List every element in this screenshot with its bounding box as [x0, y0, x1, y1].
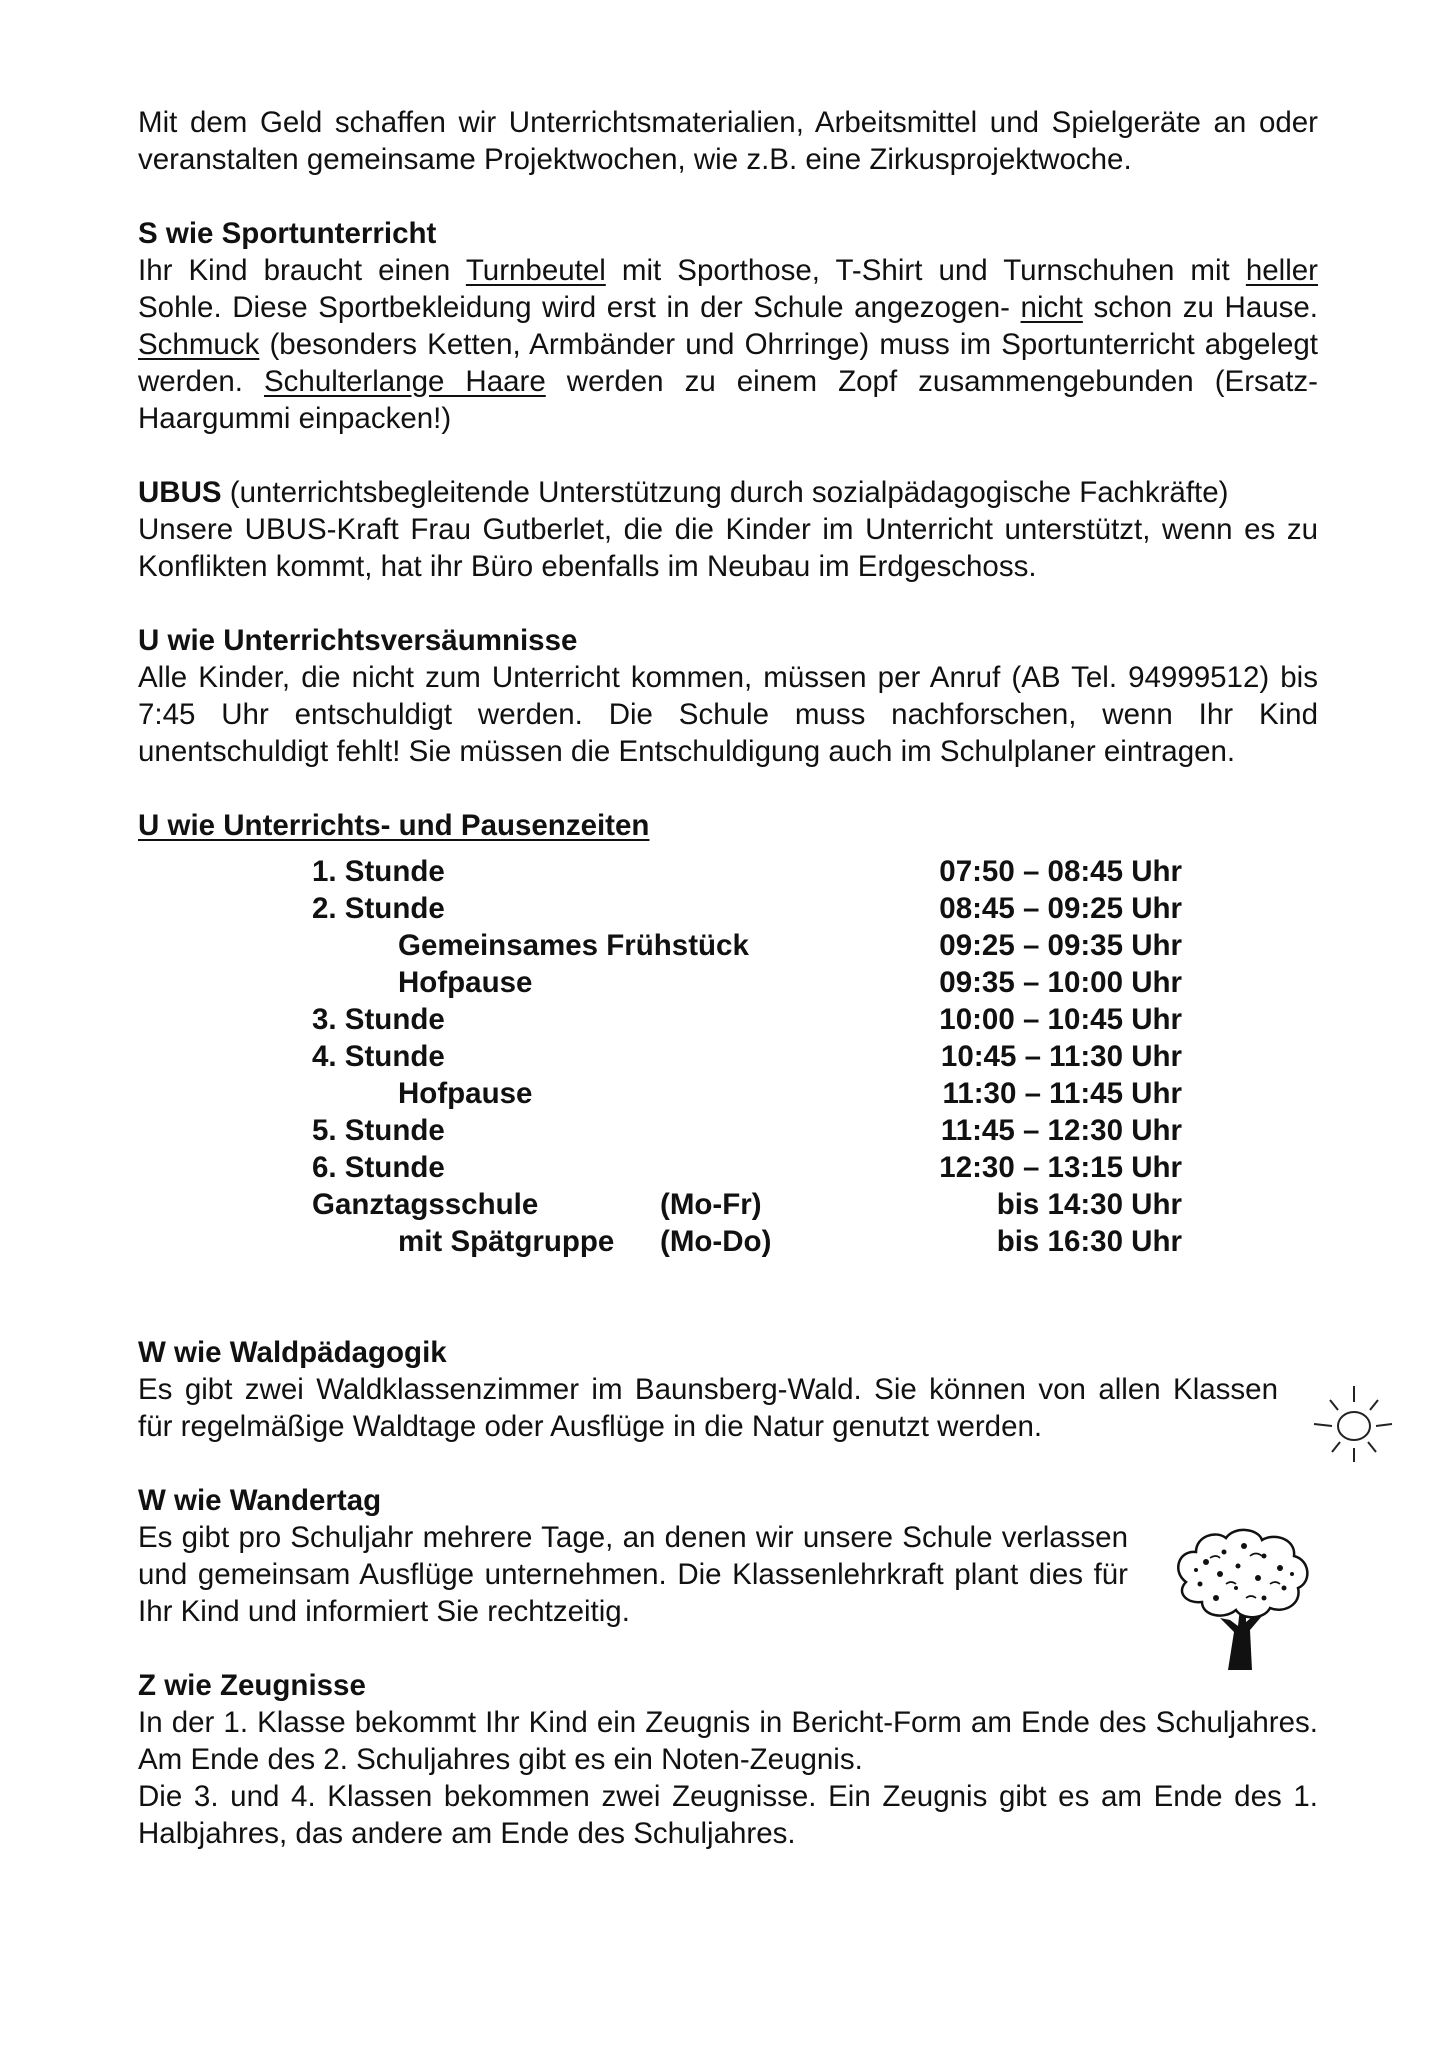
table-row — [312, 1149, 1182, 1186]
row-time: bis 16:30 Uhr — [996, 1225, 1182, 1258]
table-row — [312, 890, 1182, 927]
sport-text: schon zu Hause. — [1082, 291, 1318, 324]
forest-heading: W wie Waldpädagogik — [138, 1336, 447, 1369]
hike-paragraph: Es gibt pro Schuljahr mehrere Tage, an denen wir unsere Schule verlassen und gemeinsam Ausflüge unternehmen. Die Klassenlehrkraft plant dies für Ihr Kind und informiert Sie rechtzeitig. — [138, 1521, 1128, 1628]
row-label: 6. Stunde — [312, 1151, 445, 1184]
table-row — [312, 853, 1182, 890]
forest-paragraph: Es gibt zwei Waldklassenzimmer im Baunsberg-Wald. Sie können von allen Klassen für regelmäßige Waldtage oder Ausflüge in die Natur genutzt werden. — [138, 1373, 1278, 1443]
ubus-heading-line — [138, 474, 1318, 511]
table-row — [312, 927, 1182, 964]
row-label: 2. Stunde — [312, 892, 445, 925]
ubus-paragraph: Unsere UBUS-Kraft Frau Gutberlet, die die Kinder im Unterricht unterstützt, wenn es zu Konflikten kommt, hat ihr Büro ebenfalls im Neubau im Erdgeschoss. — [138, 513, 1318, 583]
table-row — [312, 1223, 1182, 1260]
row-time: 11:30 – 11:45 Uhr — [942, 1077, 1182, 1110]
row-label: Hofpause — [398, 966, 533, 999]
row-days — [660, 1001, 892, 1038]
row-days — [660, 1112, 892, 1149]
tree-icon — [1166, 1522, 1316, 1672]
ubus-heading: UBUS — [138, 476, 222, 509]
sport-text: Sohle. Diese Sportbekleidung wird erst in der Schule angezogen- — [138, 291, 1021, 324]
row-time: 12:30 – 13:15 Uhr — [939, 1151, 1182, 1184]
table-row — [312, 1038, 1182, 1075]
row-days — [660, 1075, 892, 1112]
row-time: 07:50 – 08:45 Uhr — [939, 855, 1182, 888]
row-days — [660, 1038, 892, 1075]
row-days — [660, 964, 892, 1001]
row-label: Ganztagsschule — [312, 1188, 539, 1221]
sport-heading: S wie Sportunterricht — [138, 217, 437, 250]
sport-keyword: nicht — [1020, 291, 1083, 324]
document-page — [138, 104, 1318, 1852]
row-label: Hofpause — [398, 1077, 533, 1110]
sun-icon — [1308, 1382, 1398, 1472]
hike-heading: W wie Wandertag — [138, 1484, 382, 1517]
row-days: (Mo-Fr) — [660, 1188, 762, 1221]
row-time: 11:45 – 12:30 Uhr — [940, 1114, 1182, 1147]
row-label: 4. Stunde — [312, 1040, 445, 1073]
row-label: 3. Stunde — [312, 1003, 445, 1036]
row-days — [660, 1149, 892, 1186]
intro-paragraph: Mit dem Geld schaffen wir Unterrichtsmaterialien, Arbeitsmittel und Spielgeräte an oder veranstalten gemeinsame Projektwochen, wie z.B. eine Zirkusprojektwoche. — [138, 106, 1318, 176]
row-time: 08:45 – 09:25 Uhr — [939, 892, 1182, 925]
sport-keyword: heller — [1245, 254, 1318, 287]
table-row — [312, 964, 1182, 1001]
schedule-table — [312, 853, 1182, 1260]
row-time: 09:25 – 09:35 Uhr — [939, 929, 1182, 962]
sport-keyword: Schulterlange Haare — [263, 365, 546, 398]
reports-paragraph-1: In der 1. Klasse bekommt Ihr Kind ein Zeugnis in Bericht-Form am Ende des Schuljahres. Am Ende des 2. Schuljahres gibt es ein Noten-Zeugnis. — [138, 1706, 1318, 1776]
row-label: 5. Stunde — [312, 1114, 445, 1147]
row-days: (Mo-Do) — [660, 1225, 772, 1258]
sport-keyword: Turnbeutel — [465, 254, 606, 287]
sport-text: Ihr Kind braucht einen — [138, 254, 466, 287]
row-days — [660, 890, 892, 927]
row-time: 10:00 – 10:45 Uhr — [939, 1003, 1182, 1036]
absence-paragraph: Alle Kinder, die nicht zum Unterricht kommen, müssen per Anruf (AB Tel. 94999512) bis 7:45 Uhr entschuldigt werden. Die Schule muss nachforschen, wenn Ihr Kind unentschuldigt fehlt! Sie müssen die Entschuldigung auch im Schulplaner eintragen. — [138, 661, 1318, 768]
row-time: 10:45 – 11:30 Uhr — [940, 1040, 1182, 1073]
row-label: mit Spätgruppe — [398, 1225, 615, 1258]
sport-paragraph — [138, 252, 1318, 437]
table-row — [312, 1186, 1182, 1223]
sport-keyword: Schmuck — [138, 328, 260, 361]
reports-heading: Z wie Zeugnisse — [138, 1669, 366, 1702]
sport-text: mit Sporthose, T-Shirt und Turnschuhen mit — [605, 254, 1246, 287]
ubus-subtitle: (unterrichtsbegleitende Unterstützung durch sozialpädagogische Fachkräfte) — [221, 476, 1229, 509]
table-row — [312, 1075, 1182, 1112]
sport-text: werden zu einem Zopf zusammengebunden (Ersatz-Haargummi einpacken!) — [138, 365, 1318, 435]
sport-text: (besonders Ketten, Armbänder und Ohrringe) muss im Sportunterricht abgelegt werden. — [138, 328, 1318, 398]
row-label: Gemeinsames Frühstück — [398, 929, 749, 962]
row-time: bis 14:30 Uhr — [996, 1188, 1182, 1221]
row-label: 1. Stunde — [312, 855, 445, 888]
times-heading: U wie Unterrichts- und Pausenzeiten — [138, 809, 650, 842]
absence-heading: U wie Unterrichtsversäumnisse — [138, 624, 578, 657]
table-row — [312, 1001, 1182, 1038]
row-time: 09:35 – 10:00 Uhr — [939, 966, 1182, 999]
table-row — [312, 1112, 1182, 1149]
reports-paragraph-2: Die 3. und 4. Klassen bekommen zwei Zeugnisse. Ein Zeugnis gibt es am Ende des 1. Halbjahres, das andere am Ende des Schuljahres. — [138, 1780, 1318, 1850]
row-days — [660, 853, 892, 890]
